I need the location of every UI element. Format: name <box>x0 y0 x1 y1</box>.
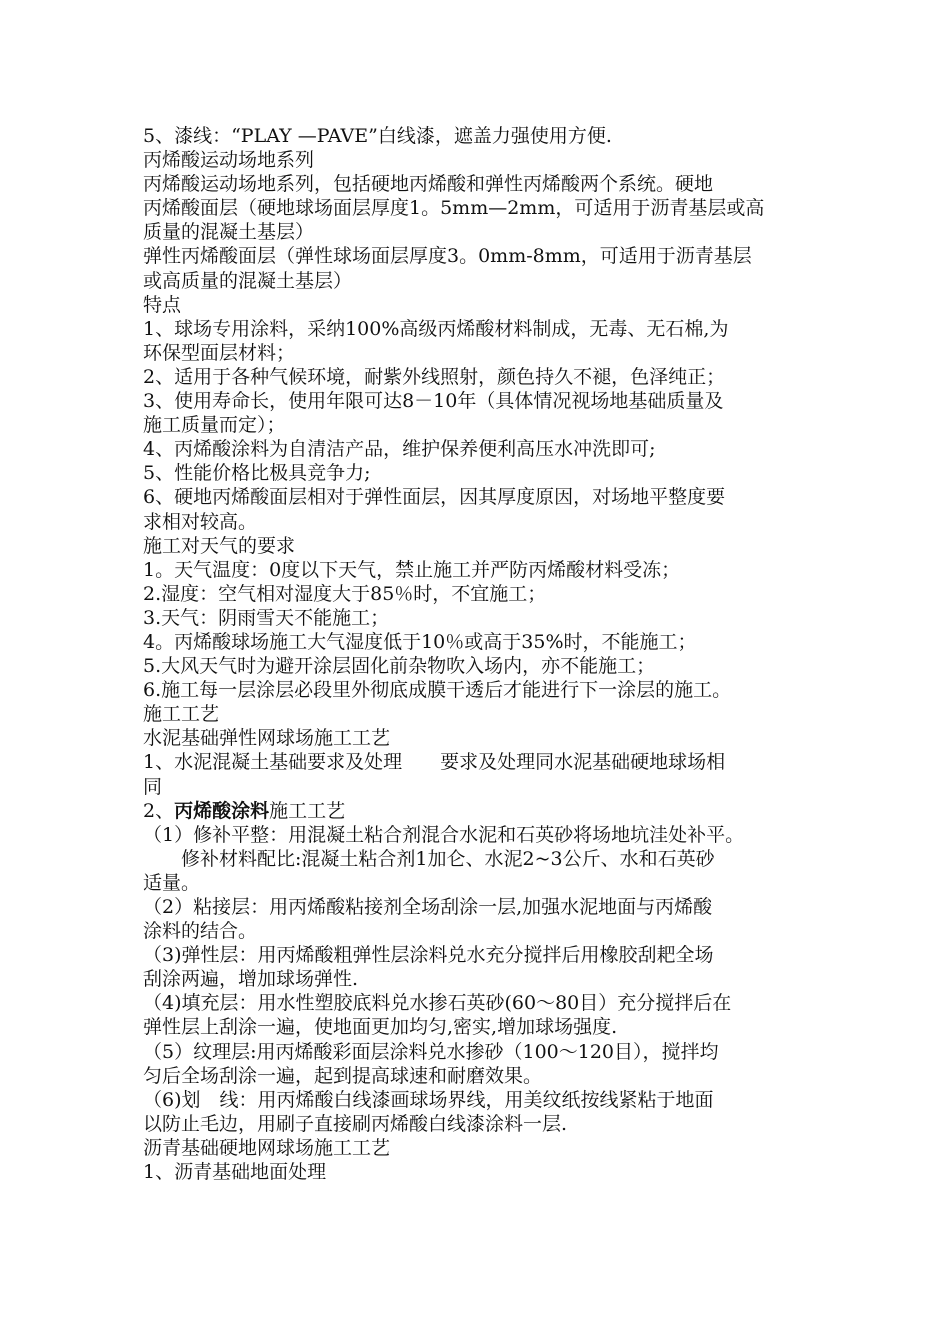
text-line: 或高质量的混凝土基层） <box>143 269 353 292</box>
text-line: 1、球场专用涂料，采纳100%高级丙烯酸材料制成，无毒、无石棉,为 <box>143 317 729 340</box>
text-line: 6.施工每一层涂层必段里外彻底成膜干透后才能进行下一涂层的施工。 <box>143 679 732 702</box>
text-line: 环保型面层材料； <box>143 341 296 364</box>
section-heading: 施工工艺 <box>143 703 220 726</box>
text-line: 3.天气：阴雨雪天不能施工； <box>143 606 390 629</box>
text-line: （2）粘接层：用丙烯酸粘接剂全场刮涂一层,加强水泥地面与丙烯酸 <box>143 896 713 918</box>
text-line: 质量的混凝土基层） <box>143 221 315 244</box>
text-line: （4)填充层：用水性塑胶底料兑水掺石英砂(60～80目）充分搅拌后在 <box>143 992 732 1015</box>
text-line: 弹性丙烯酸面层（弹性球场面层厚度3。0mm-8mm，可适用于沥青基层 <box>143 245 752 268</box>
text-line: 2.湿度：空气相对湿度大于85％时，不宜施工； <box>143 582 547 605</box>
document-body <box>143 124 823 1184</box>
text-line: 丙烯酸面层（硬地球场面层厚度1。5mm—2mm，可适用于沥青基层或高 <box>143 197 765 220</box>
text-line: 1、沥青基础地面处理 <box>143 1161 327 1184</box>
text-line: 4。丙烯酸球场施工大气湿度低于10％或高于35%时，不能施工； <box>143 630 697 653</box>
text-line: 施工质量而定）； <box>143 414 286 437</box>
text-line: 6、硬地丙烯酸面层相对于弹性面层，因其厚度原因，对场地平整度要 <box>143 486 726 509</box>
bold-line-prefix: 2、 <box>143 799 175 822</box>
section-heading: 水泥基础弹性网球场施工工艺 <box>143 727 391 750</box>
section-heading: 施工对天气的要求 <box>143 534 296 557</box>
text-line: 涂料的结合。 <box>143 920 258 943</box>
text-line: （1）修补平整：用混凝土粘合剂混合水泥和石英砂将场地坑洼处补平。 <box>143 823 745 846</box>
section-heading: 特点 <box>143 293 182 316</box>
text-line: 4、丙烯酸涂料为自清洁产品，维护保养便利高压水冲洗即可; <box>143 438 656 461</box>
text-line: （3)弹性层：用丙烯酸粗弹性层涂料兑水充分搅拌后用橡胶刮耙全场 <box>143 944 714 967</box>
bold-line-suffix: 施工工艺 <box>269 799 346 822</box>
text-line: 以防止毛边，用刷子直接刷丙烯酸白线漆涂料一层. <box>143 1112 568 1135</box>
bold-keyword: 丙烯酸涂料 <box>174 799 270 822</box>
text-line: （6)划 线：用丙烯酸白线漆画球场界线，用美纹纸按线紧粘于地面 <box>143 1088 714 1111</box>
section-heading: 沥青基础硬地网球场施工工艺 <box>143 1136 391 1159</box>
text-line: 5、性能价格比极具竞争力; <box>143 462 371 485</box>
text-line: 弹性层上刮涂一遍，使地面更加均匀,密实,增加球场强度. <box>143 1016 618 1039</box>
section-heading: 丙烯酸运动场地系列 <box>143 149 315 172</box>
text-line-with-bold <box>143 799 823 823</box>
text-line: 同 <box>143 775 163 798</box>
text-line: 适量。 <box>143 871 201 894</box>
text-line: 匀后全场刮涂一遍，起到提高球速和耐磨效果。 <box>143 1064 543 1087</box>
text-line: 修补材料配比:混凝土粘合剂1加仑、水泥2~3公斤、水和石英砂 <box>162 847 715 870</box>
text-line: 3、使用寿命长，使用年限可达8－10年（具体情况视场地基础质量及 <box>143 390 724 413</box>
text-line: 丙烯酸运动场地系列，包括硬地丙烯酸和弹性丙烯酸两个系统。硬地 <box>143 173 714 196</box>
text-line: 5、漆线：“PLAY —PAVE”白线漆，遮盖力强使用方便. <box>143 125 612 147</box>
text-line: （5）纹理层:用丙烯酸彩面层涂料兑水掺砂（100～120目），搅拌均 <box>143 1040 719 1063</box>
text-line: 5.大风天气时为避开涂层固化前杂物吹入场内，亦不能施工； <box>143 655 656 678</box>
text-line: 刮涂两遍，增加球场弹性. <box>143 968 359 991</box>
text-line: 1、水泥混凝土基础要求及处理 要求及处理同水泥基础硬地球场相 <box>143 751 726 774</box>
text-line: 1。天气温度：0度以下天气，禁止施工并严防丙烯酸材料受冻； <box>143 558 681 581</box>
text-line: 2、适用于各种气候环境，耐紫外线照射，颜色持久不褪，色泽纯正； <box>143 365 726 388</box>
text-line: 求相对较高。 <box>143 510 258 533</box>
